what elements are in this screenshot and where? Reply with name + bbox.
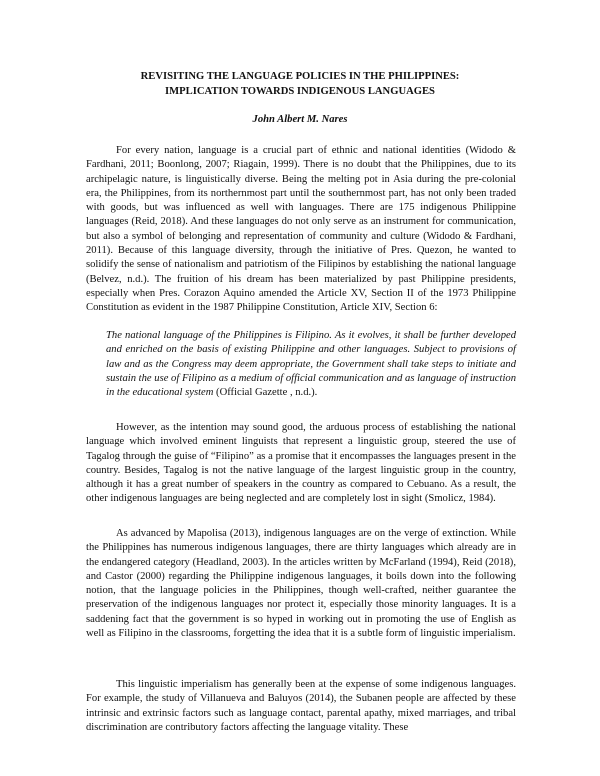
quote-citation: (Official Gazette , n.d.). [213,387,318,399]
paper-title [60,70,540,99]
paragraph-3: As advanced by Mapolisa (2013), indigenous languages are on the verge of extinction. While the Philippines has numerous indigenous languages, there are thirty languages which already are in the endangered category (Headland, 2003). In the articles written by McFarland (1994), Reid (2018), and Castor (2000) regarding the Philippine indigenous languages, it boils down into the following notion, that the language policies in the Philippines, though well-crafted, neither guarantee the preservation of the indigenous languages nor protect it, especially those minority languages. It is a saddening fact that the government is so hyped in working out in promoting the use of English as well as Filipino in the classrooms, forgetting the idea that it is a subtle form of linguistic imperialism. [86,528,516,640]
paragraph-2: However, as the intention may sound good, the arduous process of establishing the national language which involved eminent linguists that represent a linguistic group, steered the use of Tagalog through the guise of “Filipino” as a promise that it encompasses the languages present in the country. Besides, Tagalog is not the native language of the largest linguistic group in the country, although it has a great number of speakers in the country as compared to Cebuano. As a result, the other indigenous languages are being neglected and are completely lost in sight (Smolicz, 1984). [86,422,516,505]
author-name: John Albert M. Nares [252,114,348,125]
paragraph-1: For every nation, language is a crucial part of ethnic and national identities (Widodo & Fardhani, 2011; Boonlong, 2007; Riagain, 1999). There is no doubt that the Philippines, due to its archipelagic nature, is linguistically diverse. Being the melting pot in Asia during the pre-colonial era, the Philippines, from its northernmost part until the southernmost part, has not only been traded with goods, but was influenced as well with languages. There are 175 indigenous Philippine languages (Reid, 2018). And these languages do not only serve as an instrument for communication, but also a symbol of belonging and representation of community and culture (Widodo & Fardhani, 2011). Because of this language diversity, through the initiative of Pres. Quezon, he wanted to solidify the sense of nationalism and patriotism of the Filipinos by establishing the national language (Belvez, n.d.). The fruition of his dream has been materialized by past Philippine presidents, especially when Pres. Corazon Aquino amended the Article XV, Section II of the 1973 Philippine Constitution as evident in the 1987 Philippine Constitution, Article XIV, Section 6: [86,145,516,314]
title-line-1: REVISITING THE LANGUAGE POLICIES IN THE PHILIPPINES: [140,71,460,82]
title-line-2: IMPLICATION TOWARDS INDIGENOUS LANGUAGES [165,85,435,97]
paragraph-4: This linguistic imperialism has generally been at the expense of some indigenous languages. For example, the study of Villanueva and Baluyos (2014), the Subanen people are affected by these intrinsic and extrinsic factors such as language contact, parental apathy, mixed marriages, and tribal discrimination are contributory factors affecting the language vitality. These [86,679,516,733]
quote-text: The national language of the Philippines is Filipino. As it evolves, it shall be further developed and enriched on the basis of existing Philippine and other languages. Subject to provisions of law and as the Congress may deem appropriate, the Government shall take steps to initiate and sustain the use of Filipino as a medium of official communication and as language of instruction in the educational system [106,330,516,399]
block-quote [106,329,516,400]
